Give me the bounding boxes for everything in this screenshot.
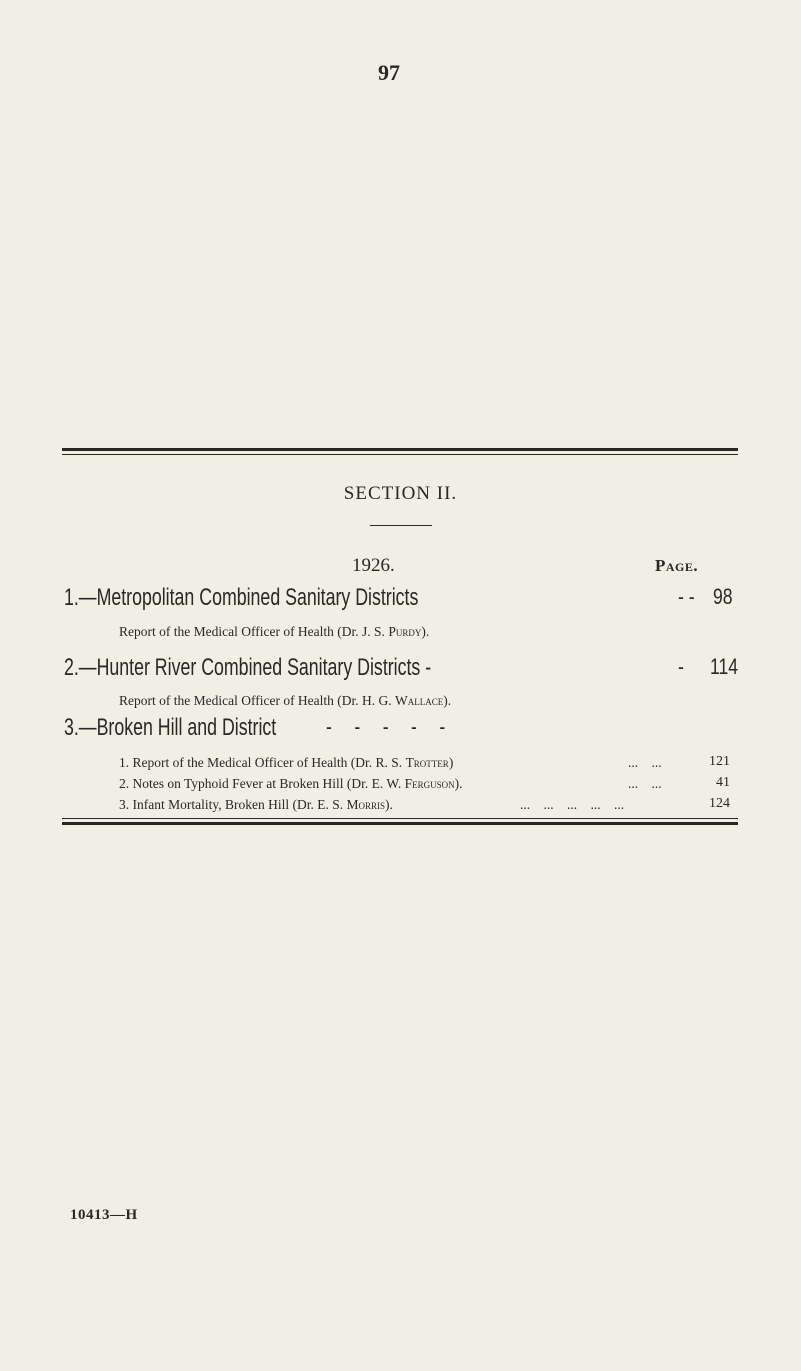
dot-leader: ... ... ... ... ... — [520, 797, 625, 812]
page-column-header: Page. — [655, 556, 699, 575]
dot-leader: ... ... — [628, 776, 662, 791]
entry-heading-broken-hill: 3.—Broken Hill and District — [64, 714, 277, 741]
page-number: 97 — [378, 60, 400, 85]
top-thick-rule — [62, 448, 738, 451]
entry-page-number: 114 — [710, 654, 739, 679]
entry-heading-hunter-river: 2.—Hunter River Combined Sanitary Districts - — [64, 654, 432, 681]
entry-leader: - - - - - — [326, 714, 446, 739]
top-thin-rule — [62, 454, 738, 455]
section-divider — [370, 525, 432, 526]
entry-report-line: Report of the Medical Officer of Health (Dr. H. G. Wallace). — [119, 693, 452, 708]
year-label: 1926. — [352, 555, 395, 576]
list-item: 2. Notes on Typhoid Fever at Broken Hill (Dr. E. W. Ferguson). — [119, 776, 463, 791]
bottom-thick-rule — [62, 822, 738, 825]
entry-page-number: 98 — [713, 584, 733, 609]
list-item: 1. Report of the Medical Officer of Health (Dr. R. S. Trotter) — [119, 755, 454, 770]
bottom-thin-rule — [62, 818, 738, 819]
entry-heading-metropolitan: 1.—Metropolitan Combined Sanitary Districts — [64, 584, 419, 611]
list-item: 3. Infant Mortality, Broken Hill (Dr. E. S. Morris). — [119, 797, 393, 812]
entry-report-line: Report of the Medical Officer of Health (Dr. J. S. Purdy). — [119, 624, 430, 639]
entry-leader: - — [678, 654, 684, 679]
item-page-number: 41 — [716, 775, 730, 790]
dot-leader: ... ... — [628, 755, 662, 770]
section-title: SECTION II. — [343, 483, 458, 504]
item-page-number: 124 — [709, 796, 730, 811]
entry-leader: - - — [678, 584, 695, 609]
item-page-number: 121 — [709, 754, 730, 769]
print-code: 10413—H — [70, 1207, 138, 1223]
